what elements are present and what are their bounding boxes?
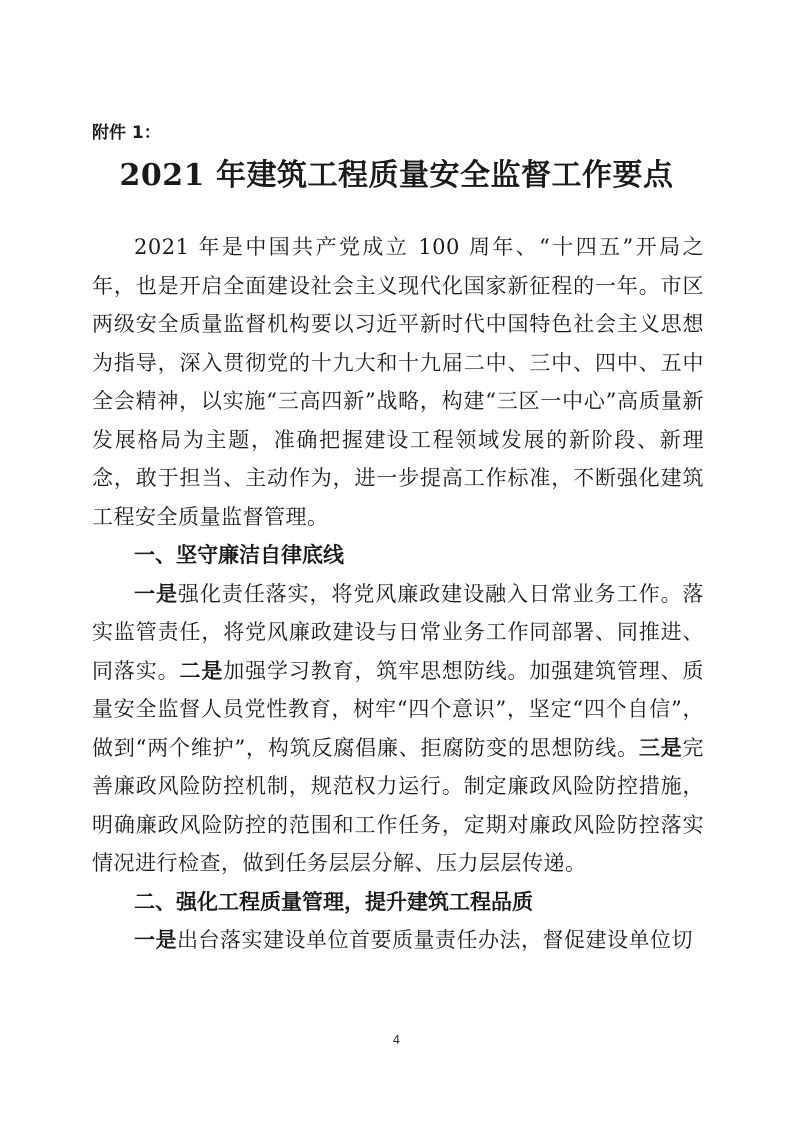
section-2-lead-1: 一是 <box>134 928 177 952</box>
section-1-lead-1: 一是 <box>134 581 178 606</box>
section-1-heading: 一、坚守廉洁自律底线 <box>134 543 344 567</box>
section-2-paragraph <box>92 921 704 960</box>
attachment-label: 附件 1： <box>92 123 161 143</box>
section-1-paragraph <box>92 575 704 883</box>
page-number: 4 <box>392 1033 401 1047</box>
section-2-text-1: 出台落实建设单位首要质量责任办法，督促建设单位切 <box>177 928 693 952</box>
intro-paragraph: 2021 年是中国共产党成立 100 周年、“十四五”开局之年，也是开启全面建设社会主义现代化国家新征程的一年。市区两级安全质量监督机构要以习近平新时代中国特色社会主义思想为指导，深入贯彻党的十九大和十九届二中、三中、四中、五中全会精神，以实施“三高四新”战略，构建“三区一中心”高质量新发展格局为主题，准确把握建设工程领域发展的新阶段、新理念，敢于担当、主动作为，进一步提高工作标准，不断强化建筑工程安全质量监督管理。 <box>92 235 704 529</box>
document-title: 2021 年建筑工程质量安全监督工作要点 <box>119 158 674 193</box>
section-1-lead-3: 三是 <box>638 735 683 760</box>
document-body <box>92 228 704 960</box>
section-1-lead-2: 二是 <box>179 658 224 683</box>
section-2-heading: 二、强化工程质量管理，提升建筑工程品质 <box>134 889 533 914</box>
section-1-text-3: 完善廉政风险防控机制，规范权力运行。制定廉政风险防控措施，明确廉政风险防控的范围和工作任务，定期对廉政风险防控落实情况进行检查，做到任务层层分解、压力层层传递。 <box>92 735 704 875</box>
section-1-text-2: 加强学习教育，筑牢思想防线。加强建筑管理、质量安全监督人员党性教育，树牢“四个意识”，坚定“四个自信”，做到“两个维护”，构筑反腐倡廉、拒腐防变的思想防线。 <box>92 658 705 760</box>
section-1-text-1: 强化责任落实，将党风廉政建设融入日常业务工作。落实监管责任，将党风廉政建设与日常业务工作同部署、同推进、同落实。 <box>92 581 705 683</box>
